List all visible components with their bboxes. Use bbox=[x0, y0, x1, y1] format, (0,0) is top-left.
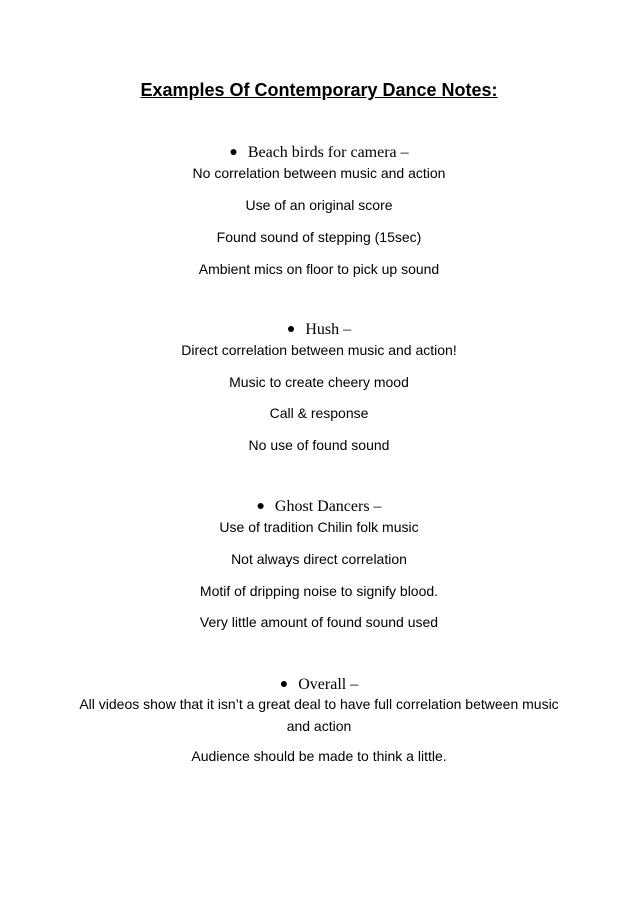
note-line: Very little amount of found sound used bbox=[199, 614, 439, 630]
note-line: Use of tradition Chilin folk music bbox=[219, 519, 419, 535]
bullet-icon: ● bbox=[256, 499, 265, 514]
note-line: Not always direct correlation bbox=[231, 551, 407, 567]
note-line: Found sound of stepping (15sec) bbox=[216, 229, 422, 245]
bullet-icon: ● bbox=[229, 145, 238, 160]
note-line: Audience should be made to think a little. bbox=[191, 748, 447, 764]
note-paragraph: All videos show that it isn’t a great deal to have full correlation between music and action bbox=[79, 696, 559, 734]
note-line: Direct correlation between music and action! bbox=[181, 342, 457, 358]
section-heading-hush: ● Hush – bbox=[286, 321, 352, 338]
section-heading-overall: ● Overall – bbox=[279, 676, 359, 693]
page-title: Examples Of Contemporary Dance Notes: bbox=[140, 80, 498, 100]
note-line: Call & response bbox=[269, 405, 369, 421]
section-heading-beach-birds: ● Beach birds for camera – bbox=[229, 144, 409, 161]
note-line: No use of found sound bbox=[248, 437, 390, 453]
bullet-icon: ● bbox=[279, 677, 289, 692]
note-line: Music to create cheery mood bbox=[229, 374, 409, 390]
section-heading-ghost-dancers: ● Ghost Dancers – bbox=[256, 498, 382, 515]
note-line: No correlation between music and action bbox=[192, 165, 446, 181]
note-line: Motif of dripping noise to signify blood. bbox=[199, 583, 439, 599]
bullet-icon: ● bbox=[286, 322, 296, 337]
note-line: Use of an original score bbox=[245, 197, 393, 213]
note-line: Ambient mics on floor to pick up sound bbox=[198, 261, 440, 277]
